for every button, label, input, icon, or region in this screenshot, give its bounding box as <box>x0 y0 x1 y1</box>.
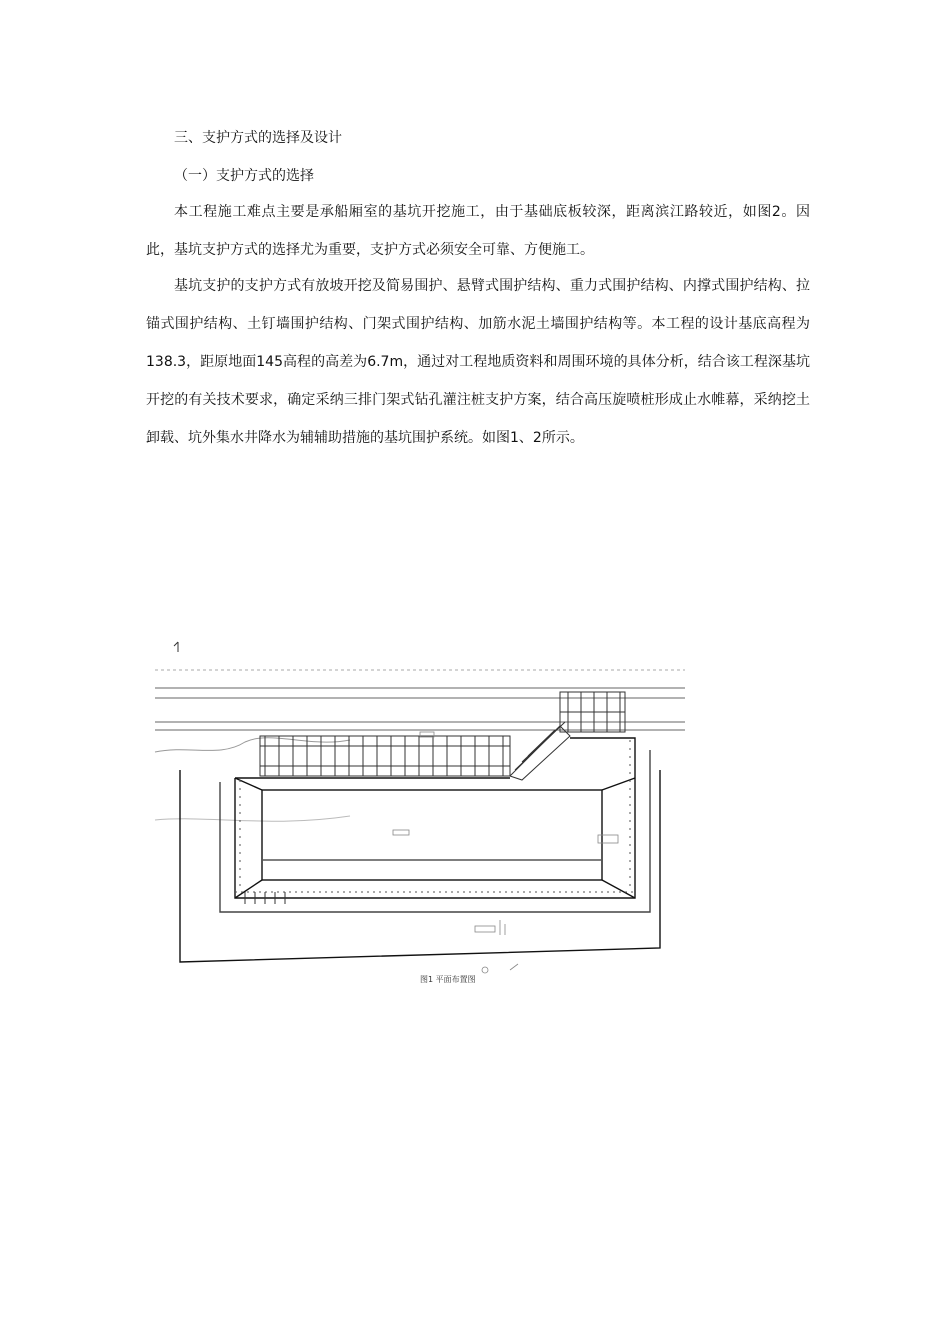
pile-rows <box>260 692 625 780</box>
site-plan-drawing <box>150 630 690 990</box>
subsection-heading: （一）支护方式的选择 <box>174 168 314 184</box>
section-heading: 三、支护方式的选择及设计 <box>174 130 342 146</box>
annotation-marks <box>393 732 618 973</box>
excavation-pit <box>180 738 660 962</box>
contour-line <box>155 816 350 821</box>
site-plan-figure <box>150 630 690 990</box>
outer-slope <box>180 770 660 962</box>
north-arrow-icon <box>174 642 178 652</box>
paragraph-2: 基坑支护的支护方式有放坡开挖及简易围护、悬臂式围护结构、重力式围护结构、内撑式围护结构、拉锚式围护结构、土钉墙围护结构、门架式围护结构、加筋水泥土墙围护结构等。本工程的设计基底高程为138.3，距原地面145高程的高差为6.7m，通过对工程地质资料和周围环境的具体分析，结合该工程深基坑开挖的有关技术要求，确定采纳三排门架式钻孔灌注桩支护方案，结合高压旋喷桩形成止水帷幕，采纳挖土卸载、坑外集水井降水为辅辅助措施的基坑围护系统。如图1、2所示。 <box>146 278 810 446</box>
figure-caption: 图1 平面布置图 <box>420 975 476 984</box>
pit-floor <box>262 790 602 880</box>
paragraph-1: 本工程施工难点主要是承船厢室的基坑开挖施工，由于基础底板较深，距离滨江路较近，如图2。因此，基坑支护方式的选择尤为重要，支护方式必须安全可靠、方便施工。 <box>146 204 810 258</box>
pile-zone <box>260 736 510 776</box>
